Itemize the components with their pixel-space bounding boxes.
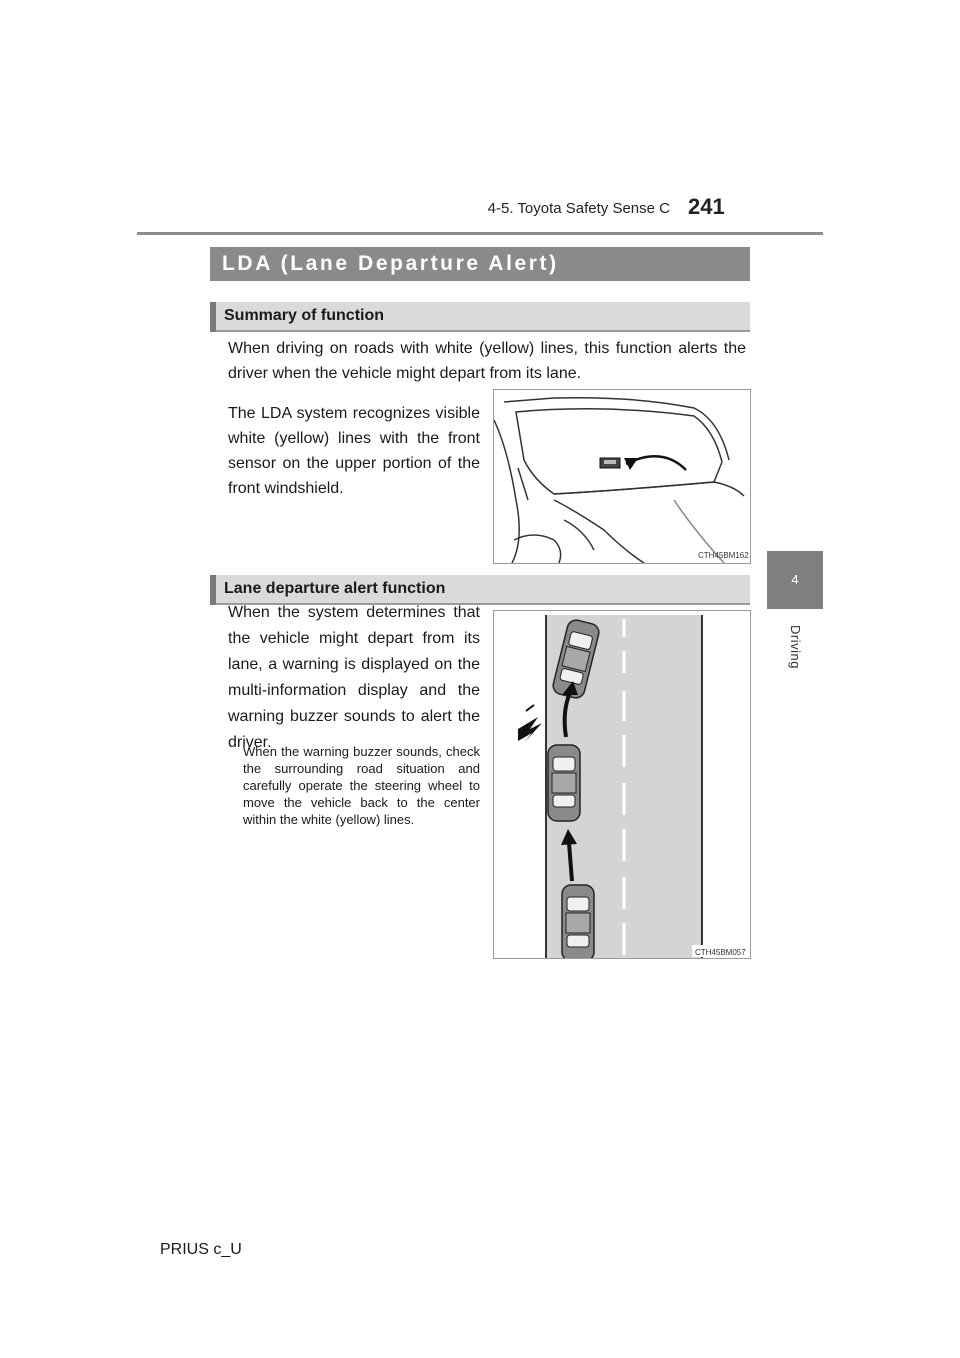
header-rule <box>137 232 823 235</box>
chapter-number: 4 <box>791 572 799 587</box>
windshield-illustration <box>494 390 750 563</box>
lane-departure-illustration <box>494 611 750 958</box>
summary-body: The LDA system recognizes visible white (yellow) lines with the front sensor on the upper portion of the front windshield. <box>228 405 480 497</box>
subheading-accent <box>210 575 216 605</box>
figure-windshield-sensor <box>493 389 751 564</box>
car-middle <box>548 745 580 821</box>
car-bottom <box>562 885 594 958</box>
subheading-summary: Summary of function <box>224 307 385 324</box>
chapter-label: Driving <box>788 625 803 669</box>
lane-alert-body: When the system determines that the vehicle might depart from its lane, a warning is displayed on the multi-information display and the warning buzzer sounds to alert the driver. <box>228 604 480 751</box>
lane-alert-note: When the warning buzzer sounds, check the surrounding road situation and carefully operate the steering wheel to move the vehicle back to the center within the white (yellow) lines. <box>243 744 480 827</box>
footer-model: PRIUS c_U <box>160 1241 242 1258</box>
figure-lane-departure <box>493 610 751 959</box>
page-title: LDA (Lane Departure Alert) <box>222 252 559 275</box>
subheading-accent <box>210 302 216 332</box>
figure-code-1: CTH45BM162 <box>698 551 749 560</box>
header-section-title: 4-5. Toyota Safety Sense C <box>487 200 670 217</box>
summary-intro: When driving on roads with white (yellow) lines, this function alerts the driver when the vehicle might depart from its lane. <box>228 340 746 382</box>
subheading-lane-alert: Lane departure alert function <box>224 580 446 597</box>
figure-code-2: CTH45BM057 <box>695 948 746 957</box>
page-number: 241 <box>688 194 725 219</box>
warning-buzzer-icon <box>518 717 542 743</box>
